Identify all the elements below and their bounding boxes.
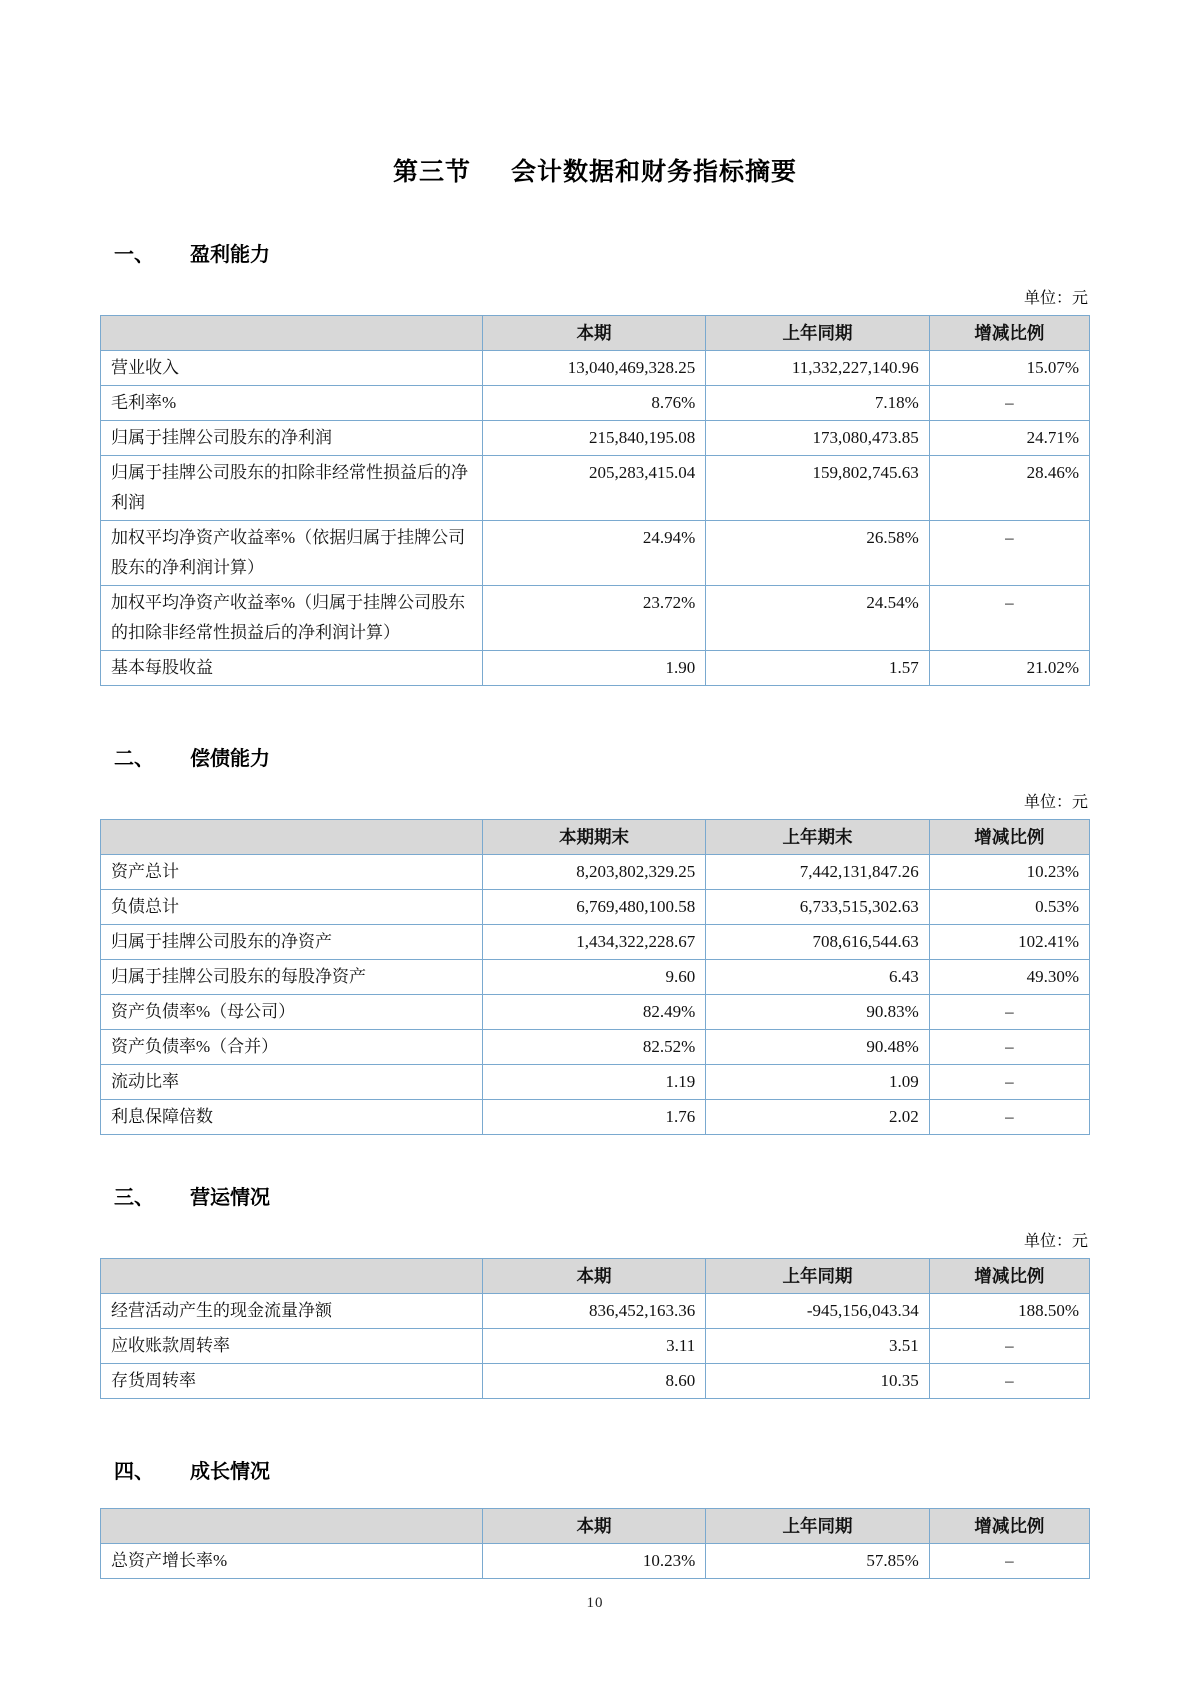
row-label: 存货周转率: [101, 1364, 483, 1399]
row-label: 归属于挂牌公司股东的净资产: [101, 925, 483, 960]
profitability-table: [100, 315, 1090, 686]
value-current: 205,283,415.04: [482, 456, 706, 521]
corner-header-cell: [101, 316, 483, 351]
section-heading-solvency: [100, 742, 1090, 771]
section-heading-operations: [100, 1181, 1090, 1210]
column-header: 上年同期: [706, 316, 930, 351]
row-label: 流动比率: [101, 1065, 483, 1100]
value-prior: 26.58%: [706, 521, 930, 586]
page-title-text: 会计数据和财务指标摘要: [511, 158, 798, 186]
header-row: [101, 1259, 1090, 1294]
table-row: [101, 1294, 1090, 1329]
header-row: [101, 820, 1090, 855]
value-change: 21.02%: [929, 651, 1089, 686]
value-prior: 7,442,131,847.26: [706, 855, 930, 890]
table-row: [101, 386, 1090, 421]
column-header: 本期期末: [482, 820, 706, 855]
section-title: 营运情况: [190, 1187, 270, 1209]
page-title: [100, 0, 1090, 188]
value-current: 1.90: [482, 651, 706, 686]
table-row: [101, 1065, 1090, 1100]
unit-label: 单位：元: [1023, 794, 1088, 811]
row-label: 利息保障倍数: [101, 1100, 483, 1135]
table-row: [101, 351, 1090, 386]
value-current: 1.76: [482, 1100, 706, 1135]
value-prior: 10.35: [706, 1364, 930, 1399]
section-title: 偿债能力: [190, 748, 270, 770]
value-prior: 2.02: [706, 1100, 930, 1135]
table-row: [101, 925, 1090, 960]
section-number: 二、: [114, 748, 154, 770]
value-current: 82.49%: [482, 995, 706, 1030]
table-row: [101, 1544, 1090, 1579]
table-row: [101, 1364, 1090, 1399]
value-prior: 708,616,544.63: [706, 925, 930, 960]
row-label: 资产负债率%（母公司）: [101, 995, 483, 1030]
value-current: 9.60: [482, 960, 706, 995]
table-row: [101, 586, 1090, 651]
value-current: 24.94%: [482, 521, 706, 586]
column-header: 上年同期: [706, 1509, 930, 1544]
column-header: 本期: [482, 316, 706, 351]
row-label: 归属于挂牌公司股东的净利润: [101, 421, 483, 456]
value-current: 23.72%: [482, 586, 706, 651]
value-change: 10.23%: [929, 855, 1089, 890]
value-change: 24.71%: [929, 421, 1089, 456]
column-header: 增减比例: [929, 1509, 1089, 1544]
table-row: [101, 1030, 1090, 1065]
section-heading-profitability: [100, 238, 1090, 267]
value-prior: 1.57: [706, 651, 930, 686]
header-row: [101, 1509, 1090, 1544]
page-number: 10: [586, 1595, 604, 1611]
table-row: [101, 651, 1090, 686]
row-label: 基本每股收益: [101, 651, 483, 686]
value-change: 15.07%: [929, 351, 1089, 386]
value-prior: 90.48%: [706, 1030, 930, 1065]
row-label: 应收账款周转率: [101, 1329, 483, 1364]
value-change: –: [929, 1364, 1089, 1399]
table-row: [101, 1329, 1090, 1364]
value-prior: 7.18%: [706, 386, 930, 421]
value-current: 10.23%: [482, 1544, 706, 1579]
value-current: 8.76%: [482, 386, 706, 421]
value-current: 13,040,469,328.25: [482, 351, 706, 386]
value-change: 102.41%: [929, 925, 1089, 960]
value-change: –: [929, 586, 1089, 651]
row-label: 资产总计: [101, 855, 483, 890]
value-prior: -945,156,043.34: [706, 1294, 930, 1329]
value-prior: 24.54%: [706, 586, 930, 651]
value-change: 28.46%: [929, 456, 1089, 521]
table-row: [101, 1100, 1090, 1135]
value-prior: 159,802,745.63: [706, 456, 930, 521]
section-operations: [100, 1181, 1090, 1399]
value-change: 0.53%: [929, 890, 1089, 925]
section-number: 三、: [114, 1187, 154, 1209]
row-label: 总资产增长率%: [101, 1544, 483, 1579]
value-current: 8,203,802,329.25: [482, 855, 706, 890]
value-change: –: [929, 1065, 1089, 1100]
value-current: 3.11: [482, 1329, 706, 1364]
row-label: 归属于挂牌公司股东的扣除非经常性损益后的净利润: [101, 456, 483, 521]
value-prior: 6,733,515,302.63: [706, 890, 930, 925]
column-header: 上年期末: [706, 820, 930, 855]
value-prior: 3.51: [706, 1329, 930, 1364]
table-row: [101, 456, 1090, 521]
section-number: 一、: [114, 244, 154, 266]
table-row: [101, 521, 1090, 586]
value-change: 188.50%: [929, 1294, 1089, 1329]
section-growth: [100, 1455, 1090, 1579]
value-current: 1,434,322,228.67: [482, 925, 706, 960]
value-current: 836,452,163.36: [482, 1294, 706, 1329]
solvency-table: [100, 819, 1090, 1135]
section-title: 成长情况: [190, 1461, 270, 1483]
value-change: –: [929, 1329, 1089, 1364]
table-row: [101, 890, 1090, 925]
section-title: 盈利能力: [190, 244, 270, 266]
row-label: 加权平均净资产收益率%（归属于挂牌公司股东的扣除非经常性损益后的净利润计算）: [101, 586, 483, 651]
value-prior: 90.83%: [706, 995, 930, 1030]
operations-table: [100, 1258, 1090, 1399]
value-change: –: [929, 386, 1089, 421]
table-row: [101, 995, 1090, 1030]
table-row: [101, 960, 1090, 995]
value-current: 1.19: [482, 1065, 706, 1100]
header-row: [101, 316, 1090, 351]
page-title-section-no: 第三节: [392, 158, 471, 186]
column-header: 上年同期: [706, 1259, 930, 1294]
corner-header-cell: [101, 1259, 483, 1294]
value-current: 82.52%: [482, 1030, 706, 1065]
value-current: 8.60: [482, 1364, 706, 1399]
section-heading-growth: [100, 1455, 1090, 1484]
value-prior: 173,080,473.85: [706, 421, 930, 456]
value-prior: 1.09: [706, 1065, 930, 1100]
row-label: 加权平均净资产收益率%（依据归属于挂牌公司股东的净利润计算）: [101, 521, 483, 586]
row-label: 归属于挂牌公司股东的每股净资产: [101, 960, 483, 995]
column-header: 增减比例: [929, 1259, 1089, 1294]
table-row: [101, 855, 1090, 890]
column-header: 本期: [482, 1259, 706, 1294]
value-change: –: [929, 521, 1089, 586]
row-label: 经营活动产生的现金流量净额: [101, 1294, 483, 1329]
column-header: 本期: [482, 1509, 706, 1544]
value-change: –: [929, 995, 1089, 1030]
section-profitability: [100, 238, 1090, 686]
value-change: 49.30%: [929, 960, 1089, 995]
row-label: 资产负债率%（合并）: [101, 1030, 483, 1065]
section-solvency: [100, 742, 1090, 1135]
corner-header-cell: [101, 1509, 483, 1544]
row-label: 负债总计: [101, 890, 483, 925]
unit-label: 单位：元: [1023, 290, 1088, 307]
value-change: –: [929, 1030, 1089, 1065]
unit-label: 单位：元: [1023, 1233, 1088, 1250]
value-change: –: [929, 1544, 1089, 1579]
section-number: 四、: [114, 1461, 154, 1483]
column-header: 增减比例: [929, 316, 1089, 351]
table-row: [101, 421, 1090, 456]
corner-header-cell: [101, 820, 483, 855]
value-current: 215,840,195.08: [482, 421, 706, 456]
value-prior: 11,332,227,140.96: [706, 351, 930, 386]
value-change: –: [929, 1100, 1089, 1135]
value-prior: 57.85%: [706, 1544, 930, 1579]
column-header: 增减比例: [929, 820, 1089, 855]
growth-table: [100, 1508, 1090, 1579]
row-label: 毛利率%: [101, 386, 483, 421]
value-current: 6,769,480,100.58: [482, 890, 706, 925]
value-prior: 6.43: [706, 960, 930, 995]
row-label: 营业收入: [101, 351, 483, 386]
